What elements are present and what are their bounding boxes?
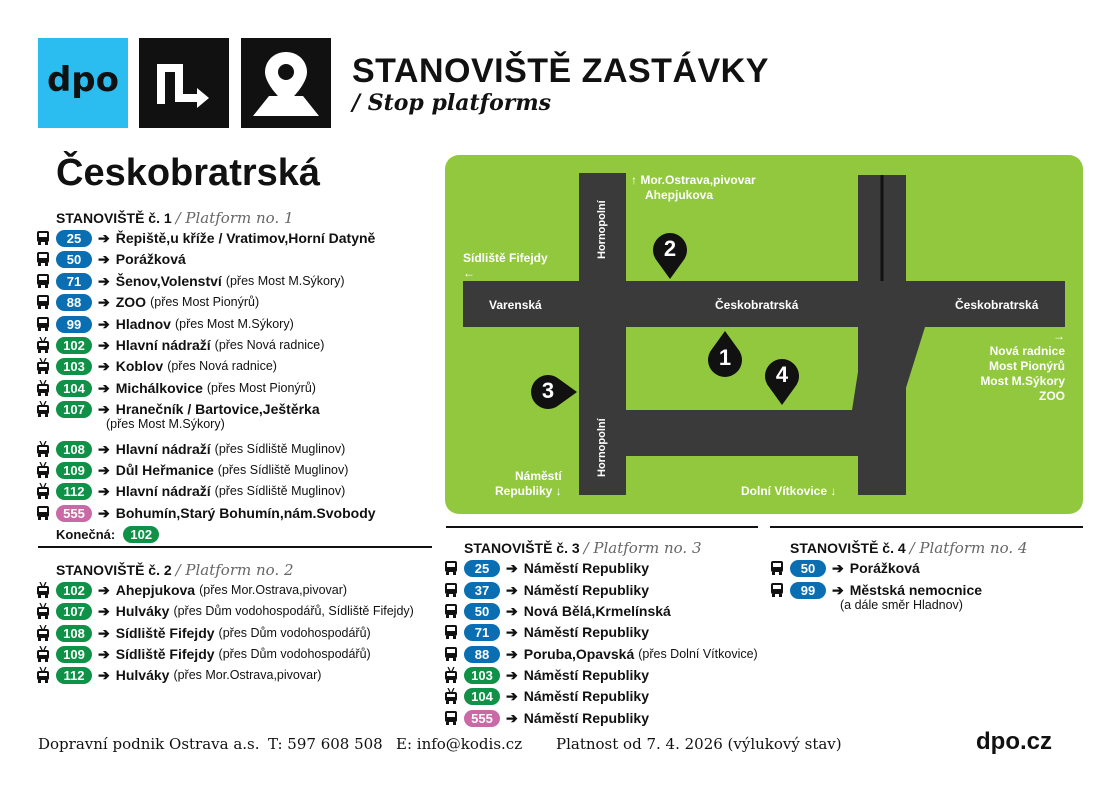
arrow-right-icon: ➔	[98, 666, 110, 683]
bus-icon	[36, 230, 50, 246]
arrow-right-icon: ➔	[506, 559, 518, 576]
destination: Náměstí Republiky	[523, 624, 649, 640]
via-note: (přes Nová radnice)	[214, 338, 325, 352]
footer-email: E: info@kodis.cz	[396, 735, 523, 753]
bus-icon	[444, 560, 458, 576]
bus-icon	[36, 251, 50, 267]
destination: Náměstí Republiky	[523, 667, 649, 683]
line-row	[770, 580, 982, 600]
footer-phone: T: 597 608 508	[268, 735, 383, 753]
platform-subtitle: / Platform no. 4	[909, 539, 1028, 557]
trolleybus-icon	[36, 462, 50, 478]
pin-label: 1	[718, 345, 732, 370]
direction-label: Most Pionýrů	[988, 359, 1065, 373]
line-number-badge: 71	[464, 624, 500, 641]
line-number-badge: 99	[790, 582, 826, 599]
arrow-right-icon: ➔	[98, 504, 110, 521]
line-row	[36, 460, 348, 480]
bus-icon	[444, 710, 458, 726]
destination: Hlavní nádraží	[115, 483, 211, 499]
line-number-badge: 109	[56, 646, 92, 663]
line-number-badge: 88	[464, 646, 500, 663]
trolleybus-icon	[36, 667, 50, 683]
bus-icon	[36, 294, 50, 310]
platform-title: STANOVIŠTĚ č. 1	[56, 210, 172, 226]
line-number-badge: 37	[464, 582, 500, 599]
transfer-route-icon	[139, 38, 229, 128]
location-pin-icon	[241, 38, 331, 128]
direction-west	[463, 251, 548, 281]
platform-pin-3	[529, 373, 577, 411]
road-label-ceskobratrska: Českobratrská	[715, 298, 799, 312]
platform-subtitle: / Platform no. 1	[175, 209, 294, 227]
destination: Porážková	[849, 560, 920, 576]
line-number-badge: 102	[123, 526, 159, 543]
pin-label: 2	[663, 236, 677, 261]
line-row	[36, 314, 294, 334]
destination: Hladnov	[115, 316, 171, 332]
bus-icon	[36, 273, 50, 289]
page-title: STANOVIŠTĚ ZASTÁVKY	[352, 52, 769, 90]
line-number-badge: 50	[56, 251, 92, 268]
trolleybus-icon	[36, 582, 50, 598]
line-row	[36, 503, 376, 523]
platform-subtitle: / Platform no. 2	[175, 561, 294, 579]
via-note: (přes Nová radnice)	[167, 359, 277, 373]
destination: Nová Bělá,Krmelínská	[523, 603, 671, 619]
arrow-right-icon: ➔	[98, 357, 110, 374]
line-row	[36, 378, 316, 398]
direction-label: Náměstí	[515, 469, 562, 483]
line-row	[36, 623, 371, 643]
line-number-badge: 50	[790, 560, 826, 577]
line-row	[36, 439, 345, 459]
bus-icon	[770, 582, 784, 598]
line-number-badge: 109	[56, 462, 92, 479]
via-note: (přes Sídliště Muglinov)	[214, 442, 346, 456]
direction-label: Ahepjukova	[645, 188, 714, 202]
line-number-badge: 103	[464, 667, 500, 684]
via-note: (přes Sídliště Muglinov)	[214, 484, 346, 498]
via-note: (přes Most M.Sýkory)	[174, 317, 294, 331]
divider	[38, 546, 432, 548]
destination: Hranečník / Bartovice,Ještěrka	[115, 401, 320, 417]
arrow-right-icon: ➔	[506, 623, 518, 640]
arrow-right-icon: ➔	[98, 461, 110, 478]
arrow-right-icon: ➔	[98, 379, 110, 396]
via-note: (přes Dům vodohospodářů)	[218, 626, 371, 640]
arrow-right-icon: ➔	[98, 645, 110, 662]
line-number-badge: 102	[56, 582, 92, 599]
line-row	[36, 580, 347, 600]
platform-title: STANOVIŠTĚ č. 4	[790, 540, 906, 556]
destination: Důl Heřmanice	[115, 462, 214, 478]
trolleybus-icon	[36, 358, 50, 374]
via-note: (přes Sídliště Muglinov)	[217, 463, 349, 477]
line-number-badge: 104	[56, 380, 92, 397]
direction-east	[980, 329, 1065, 404]
line-row	[36, 292, 259, 312]
bus-icon	[36, 505, 50, 521]
arrow-right-icon: ➔	[98, 315, 110, 332]
road-label-varenska: Varenská	[489, 298, 542, 312]
direction-label: Nová radnice	[989, 344, 1065, 358]
line-number-badge: 88	[56, 294, 92, 311]
bus-icon	[36, 316, 50, 332]
line-row	[36, 356, 277, 376]
arrow-right-icon: ➔	[98, 581, 110, 598]
platform-pin-1	[706, 331, 744, 379]
destination: Řepiště,u kříže / Vratimov,Horní Datyně	[115, 230, 376, 246]
line-row	[444, 686, 649, 706]
road-label-ceskobratrska: Českobratrská	[955, 298, 1039, 312]
road-label-hornopolni: Hornopolní	[596, 418, 608, 477]
line-row	[36, 271, 345, 291]
footer-validity: Platnost od 7. 4. 2026 (výlukový stav)	[556, 735, 842, 753]
direction-south: Dolní Vítkovice ↓	[741, 484, 837, 498]
line-number-badge: 50	[464, 603, 500, 620]
footer-company: Dopravní podnik Ostrava a.s.	[38, 735, 260, 753]
trolleybus-icon	[444, 667, 458, 683]
arrow-right-icon: ➔	[98, 624, 110, 641]
line-number-badge: 112	[56, 667, 92, 684]
direction-label: ←	[463, 266, 475, 280]
via-note: (přes Mor.Ostrava,pivovar)	[173, 668, 322, 682]
arrow-right-icon: ➔	[506, 602, 518, 619]
line-number-badge: 99	[56, 316, 92, 333]
line-row	[36, 228, 375, 248]
dpo-logo-text: dpo	[46, 60, 120, 100]
platform3-heading	[464, 539, 702, 557]
divider	[770, 526, 1083, 528]
via-note: (přes Most M.Sýkory)	[225, 274, 345, 288]
direction-label: Republiky ↓	[495, 484, 562, 498]
line-row	[444, 580, 649, 600]
destination: Bohumín,Starý Bohumín,nám.Svobody	[115, 505, 376, 521]
line-row	[770, 558, 920, 578]
destination: Sídliště Fifejdy	[115, 646, 215, 662]
destination: Porážková	[115, 251, 186, 267]
road-label-hornopolni: Hornopolní	[596, 200, 608, 259]
line-number-badge: 71	[56, 273, 92, 290]
via-note: (přes Dolní Vítkovice)	[638, 647, 758, 661]
trolleybus-icon	[36, 646, 50, 662]
direction-north	[631, 173, 756, 203]
page-subtitle: / Stop platforms	[352, 90, 552, 116]
via-note: (přes Most Pionýrů)	[206, 381, 316, 395]
trolleybus-icon	[444, 688, 458, 704]
line-number-badge: 104	[464, 688, 500, 705]
line-number-badge: 112	[56, 483, 92, 500]
line-number-badge: 103	[56, 358, 92, 375]
via-note: (přes Most M.Sýkory)	[106, 417, 225, 431]
arrow-right-icon: ➔	[98, 336, 110, 353]
bus-icon	[770, 560, 784, 576]
direction-label: →	[1053, 329, 1065, 343]
line-row	[444, 708, 649, 728]
via-note: (přes Mor.Ostrava,pivovar)	[199, 583, 348, 597]
bus-icon	[444, 646, 458, 662]
destination: Ahepjukova	[115, 582, 196, 598]
destination: Hlavní nádraží	[115, 441, 211, 457]
line-row	[444, 665, 649, 685]
stop-map	[445, 155, 1083, 514]
destination: ZOO	[115, 294, 147, 310]
via-note: (přes Most Pionýrů)	[150, 295, 260, 309]
platform-pin-2	[651, 231, 689, 279]
via-note: (přes Dům vodohospodářů)	[218, 647, 371, 661]
destination: Hulváky	[115, 667, 170, 683]
line-number-badge: 107	[56, 603, 92, 620]
line-row	[36, 481, 345, 501]
destination: Hlavní nádraží	[115, 337, 211, 353]
line-row	[36, 644, 371, 664]
line-row	[36, 601, 414, 621]
trolleybus-icon	[36, 441, 50, 457]
bus-icon	[444, 603, 458, 619]
destination: Náměstí Republiky	[523, 710, 649, 726]
line-number-badge: 25	[56, 230, 92, 247]
destination: Michálkovice	[115, 380, 203, 396]
bus-icon	[444, 582, 458, 598]
destination: Náměstí Republiky	[523, 582, 649, 598]
platform-subtitle: / Platform no. 3	[583, 539, 702, 557]
direction-label: Sídliště Fifejdy	[463, 251, 548, 265]
direction-label: ZOO	[1039, 389, 1065, 403]
bus-icon	[444, 624, 458, 640]
arrow-right-icon: ➔	[98, 400, 110, 417]
platform-title: STANOVIŠTĚ č. 3	[464, 540, 580, 556]
divider	[446, 526, 758, 528]
arrow-right-icon: ➔	[506, 709, 518, 726]
arrow-right-icon: ➔	[506, 645, 518, 662]
arrow-right-icon: ➔	[98, 482, 110, 499]
terminal-row	[56, 524, 165, 544]
via-note: (a dále směr Hladnov)	[840, 598, 963, 612]
terminal-label: Konečná:	[56, 526, 116, 542]
line-row	[36, 335, 324, 355]
trolleybus-icon	[36, 625, 50, 641]
direction-label: Most M.Sýkory	[980, 374, 1065, 388]
direction-label: ↑ Mor.Ostrava,pivovar	[631, 173, 756, 187]
arrow-right-icon: ➔	[98, 440, 110, 457]
line-row	[444, 601, 671, 621]
arrow-right-icon: ➔	[98, 250, 110, 267]
destination: Sídliště Fifejdy	[115, 625, 215, 641]
trolleybus-icon	[36, 401, 50, 417]
line-row	[36, 249, 186, 269]
arrow-right-icon: ➔	[832, 559, 844, 576]
pin-label: 4	[775, 362, 789, 387]
line-number-badge: 108	[56, 441, 92, 458]
trolleybus-icon	[36, 337, 50, 353]
line-number-badge: 108	[56, 625, 92, 642]
via-note: (přes Dům vodohospodářů, Sídliště Fifejdy)	[173, 604, 414, 618]
line-row	[444, 622, 649, 642]
platform-pin-4	[763, 357, 801, 405]
stop-name: Českobratrská	[56, 152, 321, 194]
website-link[interactable]: dpo.cz	[976, 728, 1052, 755]
arrow-right-icon: ➔	[506, 581, 518, 598]
destination: Náměstí Republiky	[523, 688, 649, 704]
arrow-right-icon: ➔	[832, 581, 844, 598]
trolleybus-icon	[36, 380, 50, 396]
dpo-logo	[38, 38, 128, 128]
line-number-badge: 102	[56, 337, 92, 354]
arrow-right-icon: ➔	[506, 687, 518, 704]
platform4-heading	[790, 539, 1028, 557]
destination: Městská nemocnice	[849, 582, 983, 598]
line-number-badge: 25	[464, 560, 500, 577]
destination: Koblov	[115, 358, 164, 374]
direction-southwest	[495, 469, 562, 499]
line-number-badge: 107	[56, 401, 92, 418]
arrow-right-icon: ➔	[506, 666, 518, 683]
platform2-heading	[56, 561, 294, 579]
line-row	[444, 558, 649, 578]
line-row	[36, 665, 321, 685]
line-row	[36, 399, 320, 419]
destination: Poruba,Opavská	[523, 646, 635, 662]
line-number-badge: 555	[56, 505, 92, 522]
destination: Náměstí Republiky	[523, 560, 649, 576]
destination: Hulváky	[115, 603, 170, 619]
arrow-right-icon: ➔	[98, 293, 110, 310]
arrow-right-icon: ➔	[98, 602, 110, 619]
trolleybus-icon	[36, 603, 50, 619]
arrow-right-icon: ➔	[98, 229, 110, 246]
line-row	[444, 644, 758, 664]
arrow-right-icon: ➔	[98, 272, 110, 289]
trolleybus-icon	[36, 483, 50, 499]
platform-title: STANOVIŠTĚ č. 2	[56, 562, 172, 578]
destination: Šenov,Volenství	[115, 273, 222, 289]
pin-label: 3	[541, 378, 555, 403]
platform1-heading	[56, 209, 294, 227]
line-number-badge: 555	[464, 710, 500, 727]
